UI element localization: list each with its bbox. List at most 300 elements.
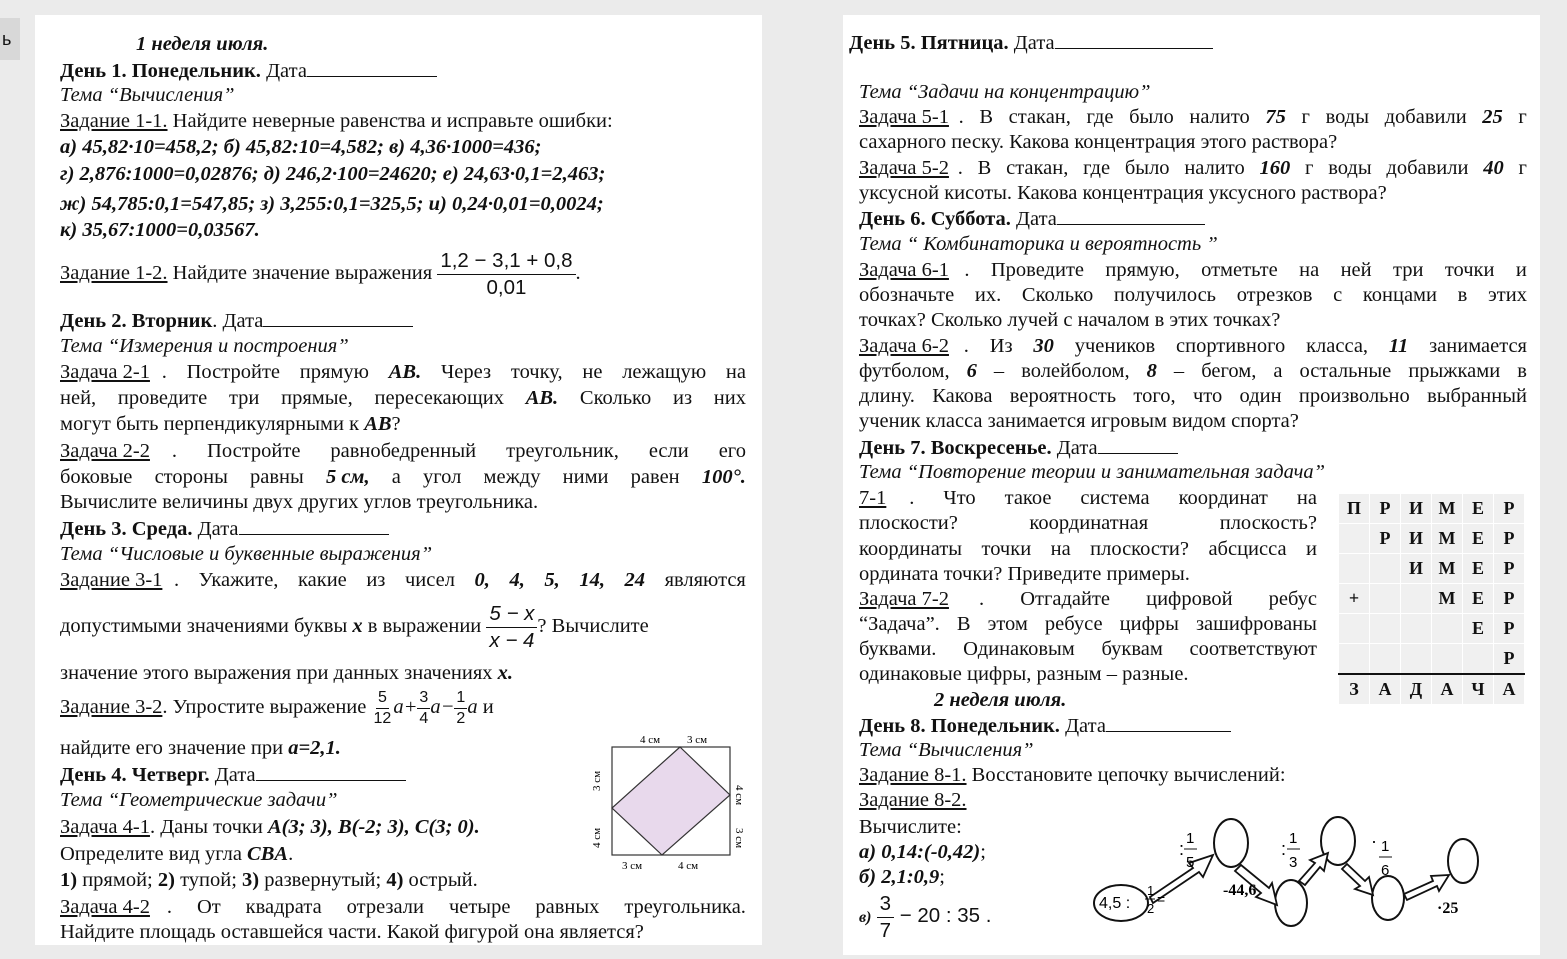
text: . Даны точки xyxy=(149,816,268,838)
left-page xyxy=(35,15,762,945)
task-8-1 xyxy=(859,763,1286,787)
rebus-cell: И xyxy=(1401,494,1432,524)
rebus-row xyxy=(1339,494,1525,524)
w: 5, xyxy=(544,569,560,591)
w: – xyxy=(993,360,1005,382)
denominator: 7 xyxy=(879,918,892,942)
w: произвольно xyxy=(1298,385,1410,407)
calc-b xyxy=(859,865,945,889)
w: занимается xyxy=(1429,335,1527,357)
w: отрезали xyxy=(346,896,424,918)
w: 30 xyxy=(1033,335,1054,357)
rebus-cell xyxy=(1370,644,1401,675)
date-blank xyxy=(263,308,413,327)
w: на xyxy=(1299,259,1320,281)
w: где xyxy=(1083,157,1111,179)
rebus-cell: Е xyxy=(1463,524,1494,554)
task-3-1-line-2 xyxy=(60,598,649,654)
rebus-cell: Е xyxy=(1463,554,1494,584)
w: . xyxy=(161,361,167,383)
w: стороны xyxy=(154,466,228,488)
equation-line-2: г) 2,876:1000=0,02876; д) 246,2·100=24620; е) 24,63·0,1=2,463; xyxy=(60,163,606,185)
item-expression: − 20 : 35 . xyxy=(894,904,992,927)
w: 100°. xyxy=(701,466,746,488)
w: добавили xyxy=(1384,106,1467,128)
w: из xyxy=(672,387,693,409)
text: AB xyxy=(364,413,392,435)
w: Укажите, xyxy=(198,569,279,591)
denominator: 0,01 xyxy=(486,275,527,299)
rebus-row xyxy=(1339,674,1525,705)
task-4-1 xyxy=(60,815,480,839)
task-4-2-line-1 xyxy=(60,895,746,919)
start-eq: = xyxy=(1157,891,1166,907)
w: буквами. xyxy=(859,638,937,660)
f3-num: 1 xyxy=(1381,838,1390,855)
option-number: 3) xyxy=(242,869,260,891)
expression-fraction xyxy=(486,601,537,654)
w: боковые xyxy=(60,466,133,488)
week-heading: 1 неделя июля. xyxy=(136,33,269,55)
denominator: 12 xyxy=(373,709,392,727)
w: координаты xyxy=(859,538,963,560)
rebus-cell: Р xyxy=(1494,644,1525,675)
rebus-cell: П xyxy=(1339,494,1370,524)
option-text: развернутый; xyxy=(259,869,387,891)
w: Через xyxy=(440,361,492,383)
w: точки xyxy=(1444,259,1495,281)
task-7-1-line-3 xyxy=(859,537,1317,561)
w: плоскости? xyxy=(859,512,958,534)
day-title: День 2. Вторник xyxy=(60,310,213,332)
w: а xyxy=(391,466,401,488)
w: От xyxy=(196,896,221,918)
w: соответствуют xyxy=(1189,638,1317,660)
task-text: Найдите значение выражения xyxy=(167,262,438,284)
w: и xyxy=(1306,538,1317,560)
calc-label: Вычислите: xyxy=(859,816,962,838)
day-title: День 4. Четверг. xyxy=(60,764,210,786)
task-1-1 xyxy=(60,109,613,133)
topic-6: Тема “ Комбинаторика и вероятность ” xyxy=(859,233,1218,255)
left-label-1: 3 см xyxy=(591,770,603,791)
item-letter: б) xyxy=(859,866,877,888)
w: Сколько xyxy=(1021,284,1094,306)
rebus-cell xyxy=(1401,614,1432,644)
day-8-heading xyxy=(859,713,1231,738)
left-label-2: 4 см xyxy=(591,827,603,848)
chain-start-label: 4,5 : xyxy=(1099,895,1131,912)
w: обозначьте xyxy=(859,284,955,306)
w: из xyxy=(366,569,386,591)
day-title: День 8. Понедельник. xyxy=(859,715,1060,737)
rebus-row xyxy=(1339,524,1525,554)
option-text: тупой; xyxy=(174,869,243,891)
task-7-1-line-4: ордината точки? Приведите примеры. xyxy=(859,563,1190,585)
w: отрезков xyxy=(1236,284,1313,306)
task-7-2-line-2 xyxy=(859,612,1317,636)
w: остальные xyxy=(1299,360,1392,382)
w: Что xyxy=(943,487,976,509)
calc-a xyxy=(859,840,986,864)
w: получилось xyxy=(1113,284,1217,306)
rebus-cell: А xyxy=(1494,674,1525,705)
task-label: Задание 3-1 xyxy=(60,569,163,591)
task-label: Задание 1-2. xyxy=(60,262,168,284)
equation-line-1: а) 45,82·10=458,2; б) 45,82:10=4,582; в) 4,36·1000=436; xyxy=(60,136,542,158)
topic-2: Тема “Измерения и построения” xyxy=(60,335,349,357)
w: квадрата xyxy=(245,896,322,918)
w: цифры xyxy=(1119,613,1179,635)
date-blank xyxy=(307,58,437,77)
task-label: 7-1 xyxy=(859,487,887,509)
date-label: Дата xyxy=(260,60,307,82)
rebus-cell: И xyxy=(1401,524,1432,554)
w: 0, xyxy=(474,569,490,591)
w: воды xyxy=(1325,106,1369,128)
w: треугольник, xyxy=(506,440,619,462)
rebus-row xyxy=(1339,554,1525,584)
w: прямую xyxy=(299,361,369,383)
task-6-2-line-4: ученик класса занимается игровым видом спорта? xyxy=(859,410,1299,432)
numerator: 5 − x xyxy=(486,601,537,628)
rebus-cell: М xyxy=(1432,554,1463,584)
day-title: День 5. Пятница. xyxy=(849,32,1009,54)
w: с xyxy=(1333,284,1343,306)
w: между xyxy=(483,466,541,488)
rebus-cell: И xyxy=(1401,554,1432,584)
task-3-2-line-2 xyxy=(60,736,341,760)
equation-line-4: к) 35,67:1000=0,03567. xyxy=(60,219,260,241)
chain-value-2: ·25 xyxy=(1437,900,1459,917)
task-5-1-line-2: сахарного песку. Какова концентрация этого раствора? xyxy=(859,131,1338,153)
node-1 xyxy=(1214,819,1248,867)
w: было xyxy=(1129,106,1174,128)
task-7-1-line-2 xyxy=(859,511,1317,535)
w: того, xyxy=(1133,385,1176,407)
rebus-cell: Е xyxy=(1463,494,1494,524)
term: a+ xyxy=(393,696,418,718)
w: проведите xyxy=(117,387,208,409)
f2-num: 1 xyxy=(1289,830,1298,847)
rebus-table xyxy=(1338,493,1525,705)
w: воды xyxy=(1328,157,1372,179)
text: CBA xyxy=(247,843,289,865)
f2-den: 3 xyxy=(1289,854,1298,871)
text: A(3; 3), B(-2; 3), C(3; 0). xyxy=(267,816,480,838)
denominator: 4 xyxy=(419,709,429,727)
w: выбранный xyxy=(1427,385,1527,407)
op-2: : xyxy=(1281,839,1287,859)
w: бегом, xyxy=(1201,360,1257,382)
w: ребусе xyxy=(1044,613,1103,635)
rebus-row xyxy=(1339,584,1525,614)
w: класса, xyxy=(1306,335,1369,357)
w: 6 xyxy=(966,360,977,382)
w: . xyxy=(909,487,915,509)
rebus-cell: Е xyxy=(1463,584,1494,614)
topic-5: Тема “Задачи на концентрацию” xyxy=(859,81,1151,103)
rebus-cell: З xyxy=(1339,674,1370,705)
task-label: Задача 2-2 xyxy=(60,440,150,462)
task-2-2-line-3: Вычислите величины двух других углов треугольника. xyxy=(60,491,539,513)
task-text: . Упростите выражение xyxy=(162,696,372,718)
w: 5 см, xyxy=(325,466,370,488)
w: 8 xyxy=(1146,360,1157,382)
topic-7: Тема “Повторение теории и занимательная задача” xyxy=(859,461,1326,483)
start-frac-den: 2 xyxy=(1147,901,1155,916)
denominator: x − 4 xyxy=(489,628,535,652)
task-6-1-line-1 xyxy=(859,258,1527,282)
item-end: ; xyxy=(939,866,945,888)
w: угол xyxy=(423,466,462,488)
f3-den: 6 xyxy=(1381,862,1390,879)
w: 4, xyxy=(509,569,525,591)
w: . xyxy=(958,106,964,128)
w: равнобедренный xyxy=(330,440,477,462)
w: 75 xyxy=(1265,106,1286,128)
task-label: Задача 4-1 xyxy=(60,816,150,838)
text: ? Вычислите xyxy=(537,615,649,637)
w: Какова xyxy=(932,385,993,407)
task-2-2-line-2 xyxy=(60,465,746,489)
rebus-cell xyxy=(1339,644,1370,675)
date-blank xyxy=(239,516,389,535)
topic-3: Тема “Числовые и буквенные выражения” xyxy=(60,543,433,565)
arrow-5 xyxy=(1404,875,1449,900)
rebus-row xyxy=(1339,614,1525,644)
term: a− xyxy=(430,696,455,718)
w: три xyxy=(228,387,260,409)
task-6-2-line-2 xyxy=(859,359,1527,383)
denominator: 2 xyxy=(456,709,466,727)
w: Отгадайте xyxy=(1020,588,1111,610)
numerator: 3 xyxy=(877,891,894,918)
equation-line-3: ж) 54,785:0,1=547,85; з) 3,255:0,1=325,5; и) 0,24·0,01=0,0024; xyxy=(60,193,604,215)
w: прыжками xyxy=(1408,360,1501,382)
w: Из xyxy=(989,335,1013,357)
w: было xyxy=(1124,157,1170,179)
task-2-1-line-1 xyxy=(60,360,746,384)
w: Постройте xyxy=(186,361,281,383)
arrow-4 xyxy=(1342,864,1373,895)
task-label: Задача 7-2 xyxy=(859,588,949,610)
w: и xyxy=(1515,259,1527,281)
w: . xyxy=(166,896,173,918)
rebus-cell: Е xyxy=(1463,614,1494,644)
w: чисел xyxy=(404,569,455,591)
date-blank xyxy=(256,762,406,781)
task-6-1-line-3: точках? Сколько лучей с началом в этих точках? xyxy=(859,309,1281,331)
w: 25 xyxy=(1482,106,1503,128)
w: цифровой xyxy=(1146,588,1233,610)
item-end: ; xyxy=(980,841,986,863)
w: прямые, xyxy=(281,387,353,409)
rebus-cell: А xyxy=(1370,674,1401,705)
text: x. xyxy=(497,662,514,684)
w: . xyxy=(964,259,970,281)
f1-num: 1 xyxy=(1186,830,1195,847)
rebus-cell: М xyxy=(1432,584,1463,614)
w: прямую, xyxy=(1105,259,1180,281)
topic-8: Тема “Вычисления” xyxy=(859,739,1034,761)
date-blank xyxy=(1055,30,1213,49)
w: треугольника. xyxy=(624,896,746,918)
numerator: 5 xyxy=(376,688,389,709)
date-blank xyxy=(1057,206,1205,225)
text: ? xyxy=(391,413,401,435)
term: a xyxy=(467,696,478,718)
text: a=2,1. xyxy=(288,737,341,759)
text: Определите вид угла xyxy=(60,843,248,865)
start-frac-num: 1 xyxy=(1147,883,1155,898)
task-2-1-line-2 xyxy=(60,386,746,410)
w: AB. xyxy=(388,361,422,383)
node-5 xyxy=(1448,839,1478,883)
item-expression: 2,1:0,9 xyxy=(876,866,940,888)
numerator: 3 xyxy=(417,688,430,709)
w: равных xyxy=(535,896,600,918)
date-label: Дата xyxy=(1008,32,1055,54)
w: на xyxy=(1050,538,1071,560)
top-label-1: 4 см xyxy=(640,734,661,746)
w: пересекающих xyxy=(374,387,504,409)
w: В xyxy=(956,613,971,635)
rebus-cell xyxy=(1339,524,1370,554)
rebus-cell: Р xyxy=(1494,524,1525,554)
day-5-heading xyxy=(849,30,1213,55)
w: 11 xyxy=(1388,335,1409,357)
topic-4: Тема “Геометрические задачи” xyxy=(60,789,338,811)
w: добавили xyxy=(1386,157,1469,179)
w: Одинаковым xyxy=(963,638,1075,660)
task-5-2-line-2: уксусной кисоты. Какова концентрация уксусного раствора? xyxy=(859,182,1387,204)
bottom-label-1: 3 см xyxy=(622,860,643,872)
w: г xyxy=(1305,157,1314,179)
fraction xyxy=(454,688,467,729)
w: длину. xyxy=(859,385,915,407)
rebus-row xyxy=(1339,644,1525,675)
w: его xyxy=(718,440,746,462)
task-6-1-line-2 xyxy=(859,283,1527,307)
numerator: 1 xyxy=(454,688,467,709)
task-label: Задача 4-2 xyxy=(60,896,150,918)
w: один xyxy=(1239,385,1282,407)
date-label: Дата xyxy=(1059,715,1106,737)
date-blank xyxy=(1098,435,1178,454)
w: в xyxy=(1457,284,1468,306)
w: этом xyxy=(987,613,1028,635)
w: г xyxy=(1301,106,1310,128)
rebus-cell: М xyxy=(1432,494,1463,524)
period: . xyxy=(575,262,581,284)
day-2-heading xyxy=(60,308,413,333)
w: если xyxy=(648,440,689,462)
day-6-heading xyxy=(859,206,1205,231)
rebus-cell xyxy=(1339,554,1370,584)
option-number: 2) xyxy=(157,869,175,891)
inner-square xyxy=(612,747,730,855)
w: этих xyxy=(1488,284,1527,306)
f1-den: 5 xyxy=(1186,854,1195,871)
w: на xyxy=(1296,487,1317,509)
text: в выражении xyxy=(362,615,487,637)
day-title: День 1. Понедельник. xyxy=(60,60,261,82)
w: ними xyxy=(562,466,609,488)
task-label: Задача 5-1 xyxy=(859,106,949,128)
w: ней xyxy=(1340,259,1372,281)
task-3-1-line-3 xyxy=(60,661,513,685)
option-number: 1) xyxy=(60,869,78,891)
w: волейболом, xyxy=(1021,360,1130,382)
numerator: 1,2 − 3,1 + 0,8 xyxy=(437,248,575,275)
w: ребус xyxy=(1268,588,1317,610)
task-7-1-line-1 xyxy=(859,486,1317,510)
w: отметьте xyxy=(1201,259,1278,281)
task-label: Задание 8-2. xyxy=(859,789,967,811)
task-4-2-line-2: Найдите площадь оставшейся части. Какой фигурой она является? xyxy=(60,921,644,943)
w: спортивного xyxy=(1176,335,1286,357)
rebus-cell xyxy=(1370,554,1401,584)
day-title: День 3. Среда. xyxy=(60,518,193,540)
w: концами xyxy=(1362,284,1437,306)
top-label-2: 3 см xyxy=(687,734,708,746)
w: на xyxy=(725,361,746,383)
node-4 xyxy=(1372,876,1404,920)
w: AB. xyxy=(525,387,559,409)
task-label: Задание 8-1. xyxy=(859,764,967,786)
option-text: прямой; xyxy=(77,869,158,891)
w: точку, xyxy=(510,361,563,383)
right-label-1: 4 см xyxy=(733,785,745,806)
w: четыре xyxy=(448,896,511,918)
w: вероятность xyxy=(1009,385,1117,407)
bottom-label-2: 4 см xyxy=(678,860,699,872)
task-7-2-line-3 xyxy=(859,637,1317,661)
date-label: Дата xyxy=(1051,437,1098,459)
task-3-1-line-1 xyxy=(60,568,746,592)
week-2-heading: 2 неделя июля. xyxy=(934,689,1067,711)
rebus-cell xyxy=(1432,614,1463,644)
day-7-heading xyxy=(859,435,1178,460)
w: налито xyxy=(1189,106,1250,128)
w: . xyxy=(171,440,178,462)
rebus-cell: Р xyxy=(1494,554,1525,584)
w: не xyxy=(582,361,603,383)
rebus-cell xyxy=(1401,584,1432,614)
calculation-chain xyxy=(1093,795,1493,945)
fraction xyxy=(417,688,430,729)
right-page xyxy=(843,15,1540,955)
w: в xyxy=(1517,360,1527,382)
task-4-1-options xyxy=(60,868,478,892)
w: их. xyxy=(974,284,1002,306)
option-text: острый. xyxy=(403,869,478,891)
task-5-1-line-1 xyxy=(859,105,1527,129)
node-2 xyxy=(1275,880,1307,926)
text: найдите его значение при xyxy=(60,737,289,759)
item-expression: 0,14:(-0,42) xyxy=(876,841,981,863)
w: Постройте xyxy=(207,440,301,462)
task-2-1-line-3 xyxy=(60,412,401,436)
item-letter: в) xyxy=(859,909,872,926)
w: 14, xyxy=(579,569,605,591)
arrow-3 xyxy=(1299,853,1328,885)
task-4-1-line-2 xyxy=(60,842,293,866)
w: координатная xyxy=(1029,512,1149,534)
w: г xyxy=(1518,106,1527,128)
expression-fraction xyxy=(437,248,575,301)
